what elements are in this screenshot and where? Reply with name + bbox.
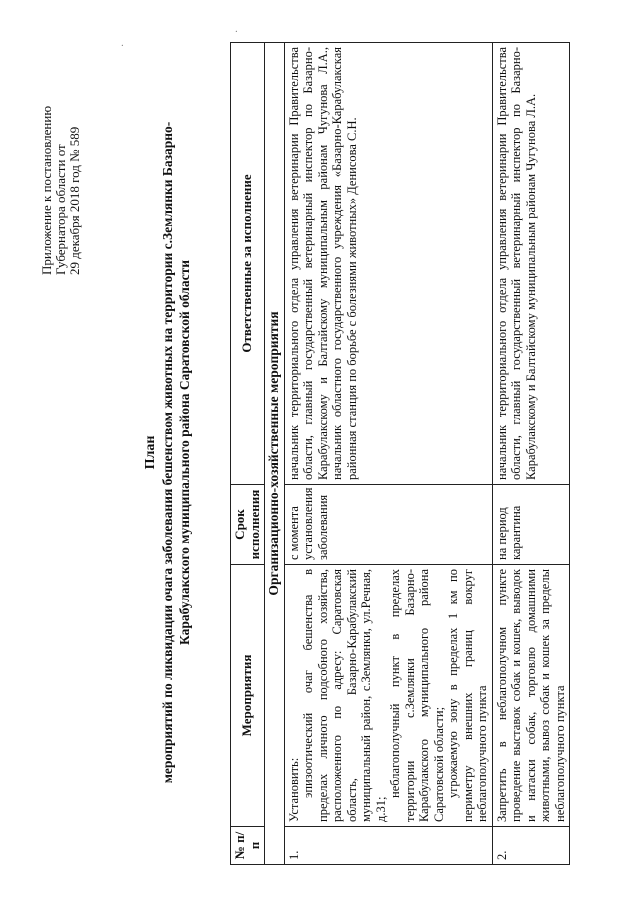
header-activity: Мероприятия bbox=[231, 565, 265, 827]
title-line-1: мероприятий по ликвидации очага заболевания бешенством животных на территории с.Землянки Базарно- bbox=[160, 121, 175, 784]
header-term: Срок исполнения bbox=[231, 485, 265, 565]
row-term: на период карантина bbox=[492, 485, 570, 565]
row-responsible: начальник территориального отдела управления ветеринарии Правительства области, главный государственный ветеринарный инспектор по Базарно-Карабулакскому и Балтайскому муниципальным районам Чугунова Л.А. bbox=[492, 43, 570, 485]
title-line-2: Карабулакского муниципального района Саратовской области bbox=[177, 260, 192, 645]
activity-paragraph: Установить: bbox=[286, 757, 301, 822]
title-word: План bbox=[143, 435, 158, 470]
appendix-line-1: Приложение к постановлению bbox=[39, 105, 54, 275]
plan-table bbox=[230, 42, 570, 865]
activity-paragraph: угрожаемую зону в пределах 1 км по периметру внешних границ вокруг неблагополучного пункта bbox=[446, 569, 489, 822]
table-row bbox=[284, 43, 492, 865]
header-responsible: Ответственные за исполнение bbox=[231, 43, 265, 485]
row-term: с момента установления заболевания bbox=[284, 485, 492, 565]
appendix-note bbox=[40, 35, 82, 275]
scan-mark: · bbox=[232, 29, 243, 33]
activity-paragraph: неблагополучный пункт в пределах территории с.Землянки Базарно-Карабулакского муниципального района Саратовской области; bbox=[388, 569, 446, 822]
row-activity: Запретить в неблагополучном пункте проведение выставок собак и кошек, выводок и натаски собак, торговлю домашними животными, вывоз собак и кошек за пределы неблагополучного пункта bbox=[492, 565, 570, 827]
table-header-row bbox=[231, 43, 265, 865]
row-activity bbox=[284, 565, 492, 827]
activity-paragraph: эпизоотический очаг бешенства в пределах личного подсобного хозяйства, расположенного по адресу: Саратовская область, Базарно-Карабулакский муниципальный район, с.Землянки, ул.Речная, д.31; bbox=[301, 569, 388, 822]
section-row bbox=[265, 43, 285, 865]
table-row bbox=[492, 43, 570, 865]
appendix-line-2: Губернатора области от bbox=[53, 144, 68, 275]
row-num: 1. bbox=[284, 827, 492, 865]
appendix-line-3: 29 декабря 2018 год № 589 bbox=[67, 126, 82, 275]
document-title bbox=[142, 30, 193, 875]
row-responsible: начальник территориального отдела управления ветеринарии Правительства области, главный государственный ветеринарный инспектор по Базарно-Карабулакскому и Балтайскому муниципальным районам Чугунова Л.А., начальник областного государственного учреждения «Базарно-Карабулакская районная станция по борьбе с болезнями животных» Денисова С.Н. bbox=[284, 43, 492, 485]
scan-mark: · bbox=[118, 43, 129, 47]
row-num: 2. bbox=[492, 827, 570, 865]
header-num: № п/п bbox=[231, 827, 265, 865]
section-title: Организационно-хозяйственные мероприятия bbox=[265, 43, 285, 865]
